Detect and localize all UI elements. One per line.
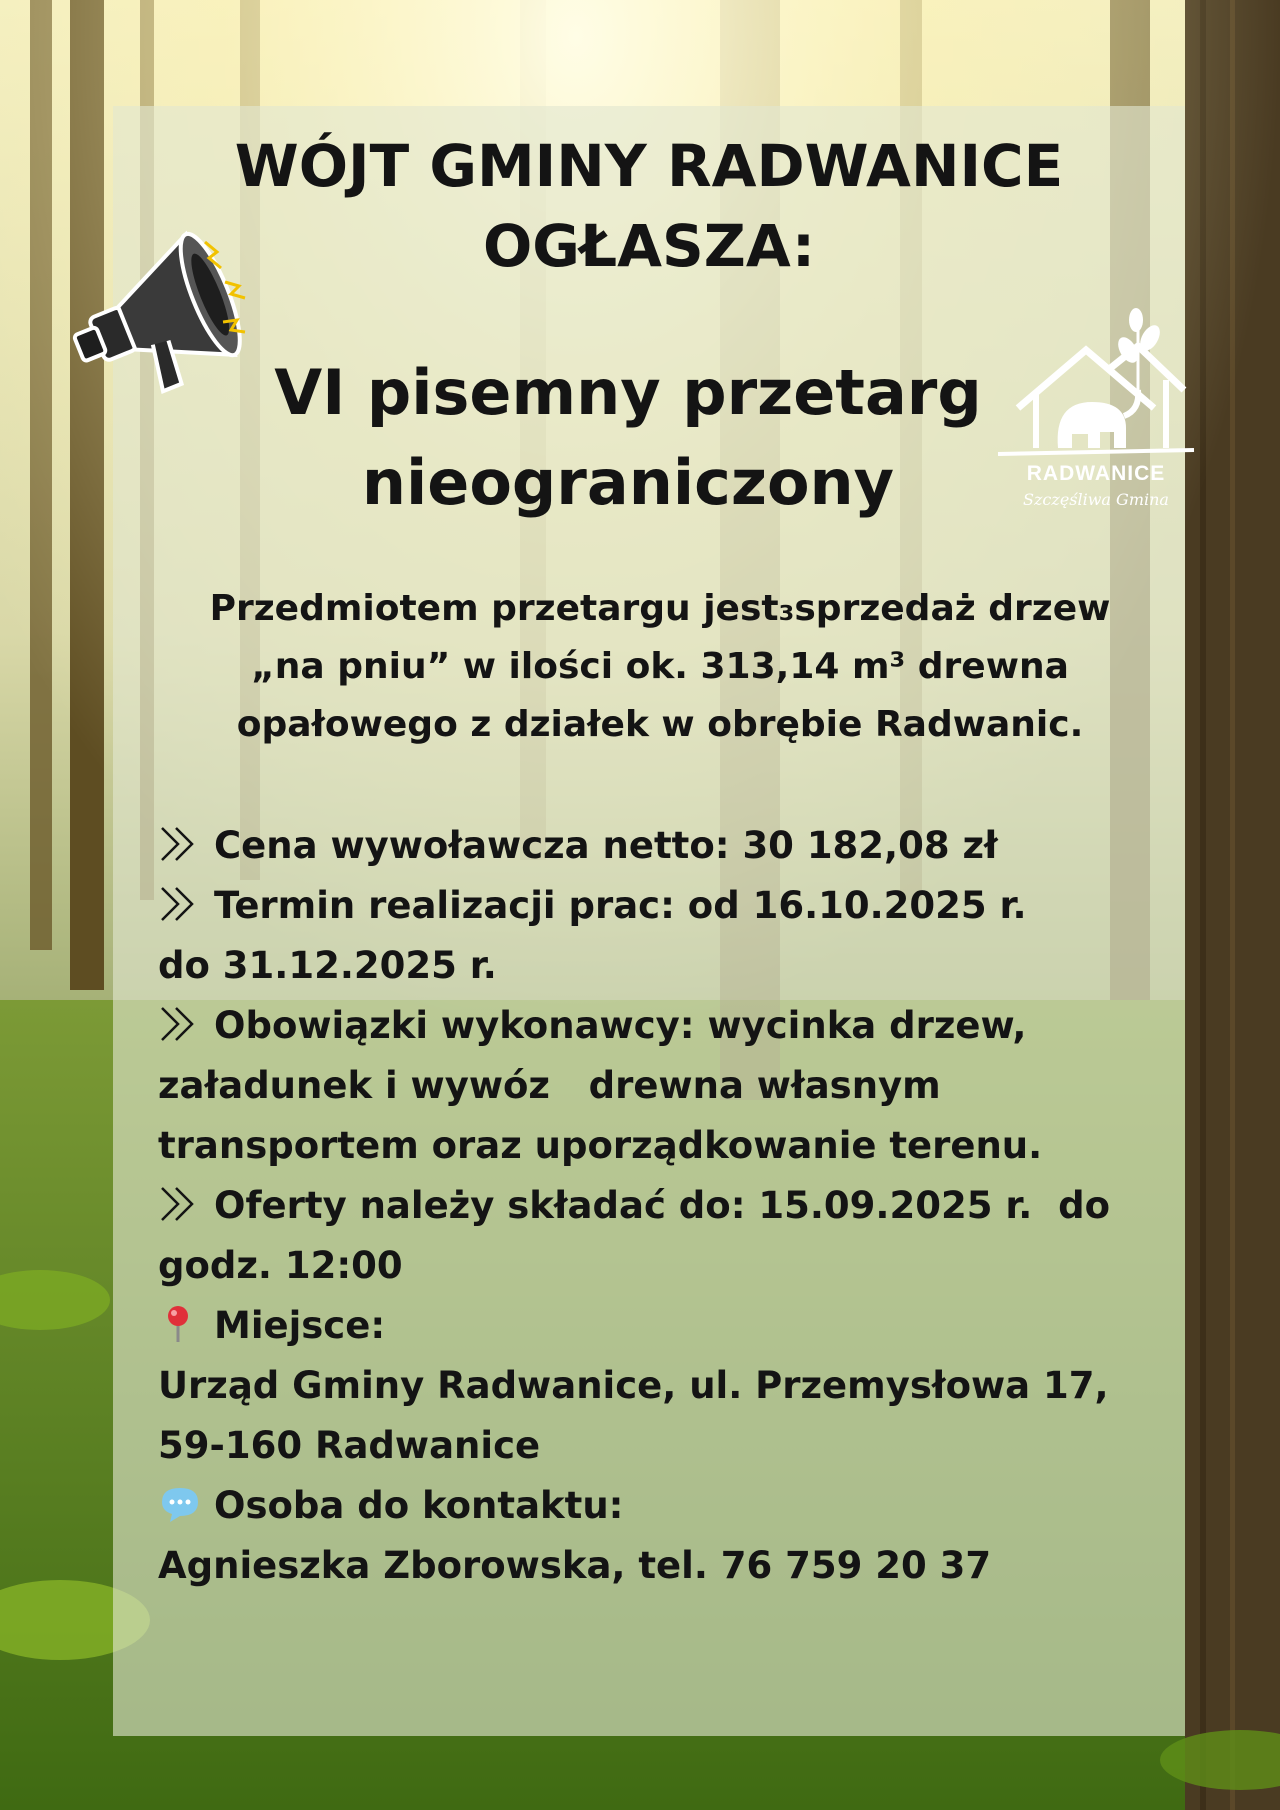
detail-term [158,876,1168,936]
tender-details [158,816,1168,1596]
place-line-1: Urząd Gminy Radwanice, ul. Przemysłowa 17, [158,1364,1109,1407]
subject-line-2: „na pniu” w ilości ok. 313,14 m³ drewna [251,646,1069,687]
chevron-right-icon [158,1004,202,1044]
offers-text-1: Oferty należy składać do: 15.09.2025 r. do [214,1184,1111,1227]
header-line-2: OGŁASZA: [482,212,816,280]
chevron-right-icon [158,884,202,924]
announcement-header [113,126,1185,286]
duties-text-2: załadunek i wywóz drewna własnym [158,1064,941,1107]
chevron-right-icon [158,824,202,864]
detail-contact [158,1476,1168,1536]
contact-label: Osoba do kontaktu: [214,1484,624,1527]
term-text-2: do 31.12.2025 r. [158,944,497,987]
tender-title-line-1: VI pisemny przetarg [274,356,982,429]
price-text: Cena wywoławcza netto: 30 182,08 zł [214,824,998,867]
term-text-1: Termin realizacji prac: od 16.10.2025 r. [214,884,1027,927]
duties-text-3: transportem oraz uporządkowanie terenu. [158,1124,1043,1167]
map-pin-icon [158,1304,202,1344]
subject-line-3: opałowego z działek w obrębie Radwanic. [236,704,1084,745]
chevron-right-icon [158,1184,202,1224]
detail-place [158,1296,1168,1356]
tender-title-line-2: nieograniczony [361,446,895,519]
place-label: Miejsce: [214,1304,386,1347]
offers-text-2: godz. 12:00 [158,1244,403,1287]
logo-tagline: Szczęśliwa Gmina [1023,490,1169,509]
contact-value: Agnieszka Zborowska, tel. 76 759 20 37 [158,1544,992,1587]
detail-offers [158,1176,1168,1236]
tender-subject [160,580,1160,754]
header-line-1: WÓJT GMINY RADWANICE [234,132,1064,200]
place-line-2: 59-160 Radwanice [158,1424,541,1467]
duties-text-1: Obowiązki wykonawcy: wycinka drzew, [214,1004,1027,1047]
detail-price [158,816,1168,876]
logo-name: RADWANICE [1026,462,1166,485]
detail-duties [158,996,1168,1056]
speech-bubble-icon [158,1484,202,1524]
subject-line-1: Przedmiotem przetargu jest₃sprzedaż drzew [209,588,1111,629]
